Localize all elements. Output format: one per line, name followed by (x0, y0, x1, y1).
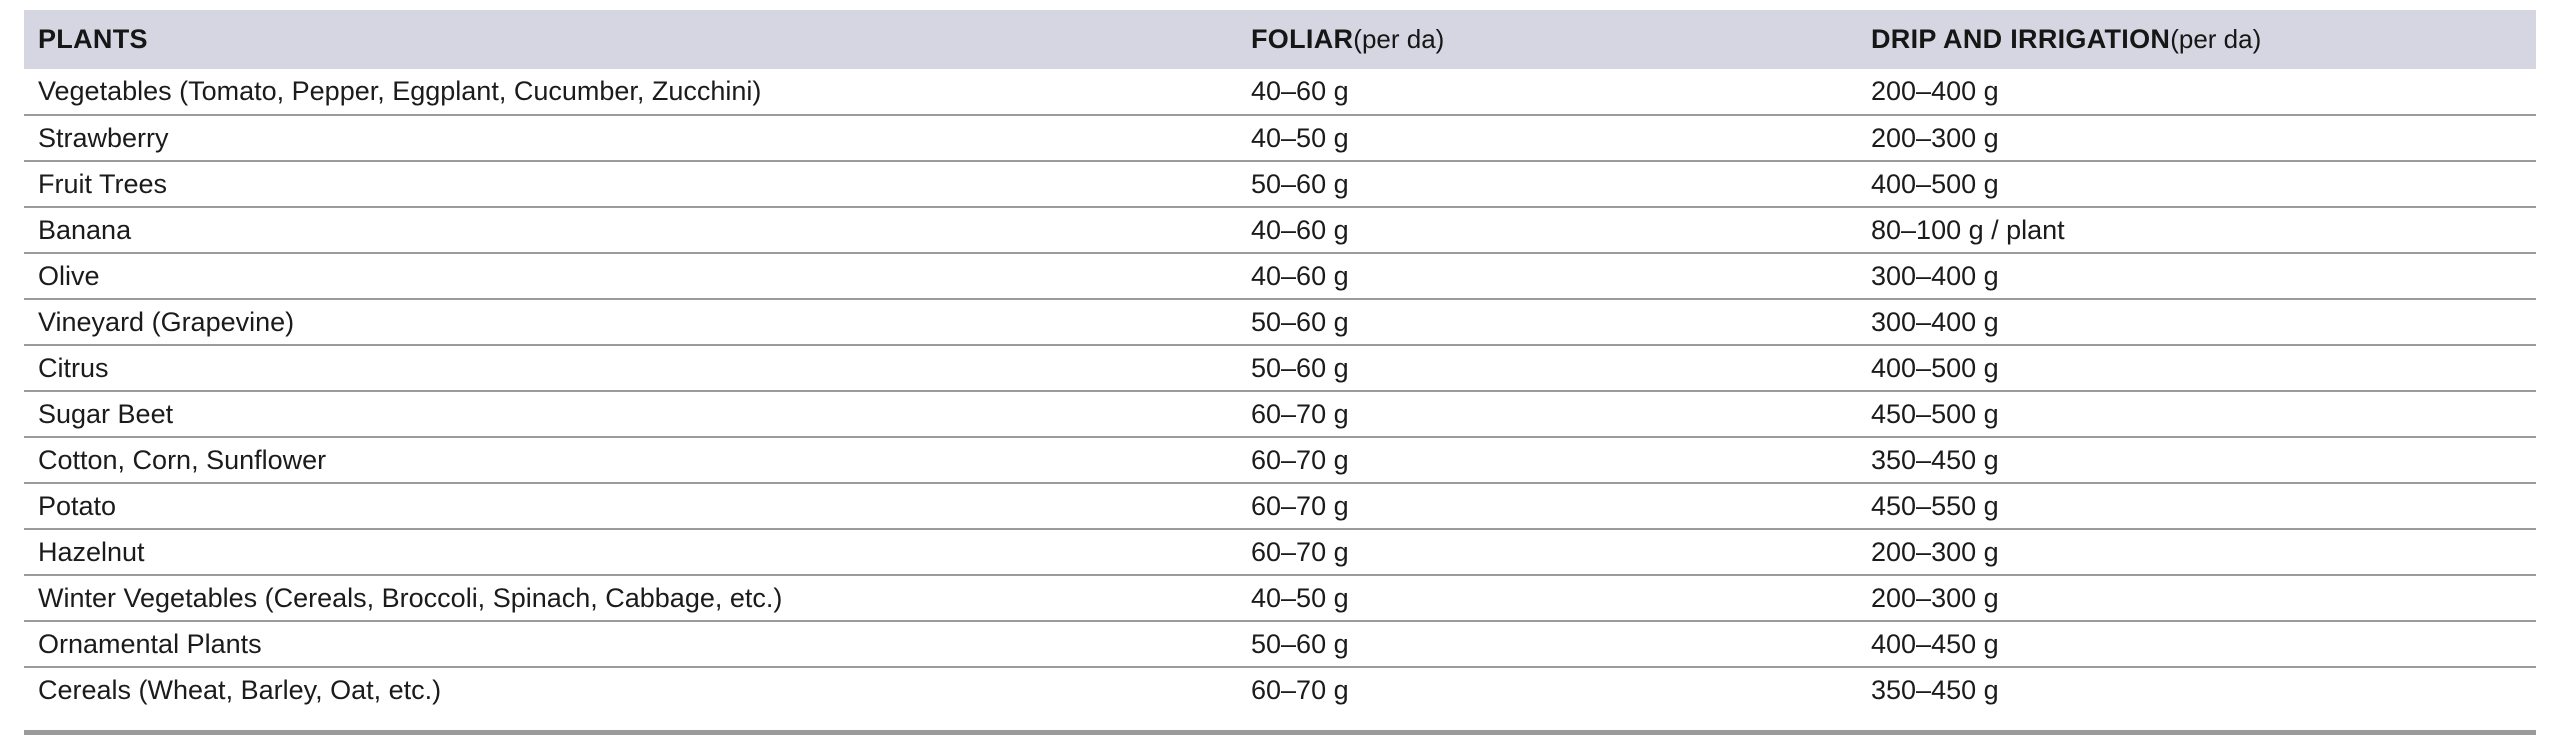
cell-plants: Fruit Trees (24, 161, 1237, 207)
cell-drip: 200–300 g (1857, 529, 2536, 575)
cell-plants: Ornamental Plants (24, 621, 1237, 667)
table-row (24, 621, 2536, 667)
column-header-plants-label: PLANTS (38, 24, 148, 54)
table-header (24, 10, 2536, 69)
table-row (24, 253, 2536, 299)
column-header-drip-unit: (per da) (2170, 24, 2262, 54)
cell-foliar: 60–70 g (1251, 675, 1349, 705)
table-row (24, 115, 2536, 161)
column-header-drip-label: DRIP AND IRRIGATION (1871, 24, 2171, 54)
cell-foliar: 50–60 g (1237, 345, 1857, 391)
table-bottom-rule (24, 730, 2536, 735)
column-header-foliar-unit: (per da) (1353, 24, 1445, 54)
cell-plants: Banana (24, 207, 1237, 253)
cell-drip: 200–400 g (1857, 69, 2536, 115)
column-header-drip (1857, 10, 2536, 69)
cell-drip: 400–450 g (1857, 621, 2536, 667)
cell-drip: 200–300 g (1857, 115, 2536, 161)
cell-foliar: 40–50 g (1237, 575, 1857, 621)
cell-foliar: 60–70 g (1237, 437, 1857, 483)
cell-plants: Cotton, Corn, Sunflower (24, 437, 1237, 483)
cell-foliar: 60–70 g (1237, 529, 1857, 575)
cell-foliar: 40–60 g (1237, 207, 1857, 253)
cell-foliar: 40–60 g (1237, 253, 1857, 299)
cell-foliar: 50–60 g (1237, 299, 1857, 345)
table-row (24, 207, 2536, 253)
table-row (24, 299, 2536, 345)
cell-drip: 80–100 g / plant (1857, 207, 2536, 253)
column-header-foliar (1237, 10, 1857, 69)
column-header-plants (24, 10, 1237, 69)
cell-drip: 300–400 g (1857, 299, 2536, 345)
cell-drip: 200–300 g (1857, 575, 2536, 621)
cell-foliar: 40–50 g (1237, 115, 1857, 161)
cell-drip: 350–450 g (1871, 675, 1999, 705)
cell-drip: 400–500 g (1857, 161, 2536, 207)
cell-plants: Potato (24, 483, 1237, 529)
cell-drip: 350–450 g (1857, 437, 2536, 483)
column-header-foliar-label: FOLIAR (1251, 24, 1354, 54)
cell-foliar: 50–60 g (1237, 161, 1857, 207)
cell-drip: 400–500 g (1857, 345, 2536, 391)
table-row (24, 69, 2536, 115)
cell-plants: Cereals (Wheat, Barley, Oat, etc.) (38, 675, 442, 705)
table-row (24, 391, 2536, 437)
table-header-row (24, 10, 2536, 69)
cell-plants: Hazelnut (24, 529, 1237, 575)
cell-foliar: 40–60 g (1237, 69, 1857, 115)
cell-plants: Winter Vegetables (Cereals, Broccoli, Spinach, Cabbage, etc.) (24, 575, 1237, 621)
table-row (24, 667, 2536, 713)
cell-plants: Citrus (24, 345, 1237, 391)
cell-plants: Strawberry (24, 115, 1237, 161)
table-row (24, 529, 2536, 575)
table-row (24, 345, 2536, 391)
cell-foliar: 60–70 g (1237, 483, 1857, 529)
cell-plants: Sugar Beet (24, 391, 1237, 437)
cell-foliar: 60–70 g (1237, 391, 1857, 437)
plant-dosage-table (24, 10, 2536, 713)
cell-plants: Olive (24, 253, 1237, 299)
cell-drip: 300–400 g (1857, 253, 2536, 299)
cell-plants: Vegetables (Tomato, Pepper, Eggplant, Cucumber, Zucchini) (24, 69, 1237, 115)
table-body (24, 69, 2536, 713)
table-row (24, 161, 2536, 207)
table-row (24, 437, 2536, 483)
table-row (24, 483, 2536, 529)
cell-drip: 450–500 g (1857, 391, 2536, 437)
cell-foliar: 50–60 g (1237, 621, 1857, 667)
cell-drip: 450–550 g (1857, 483, 2536, 529)
table-row (24, 575, 2536, 621)
cell-plants: Vineyard (Grapevine) (24, 299, 1237, 345)
